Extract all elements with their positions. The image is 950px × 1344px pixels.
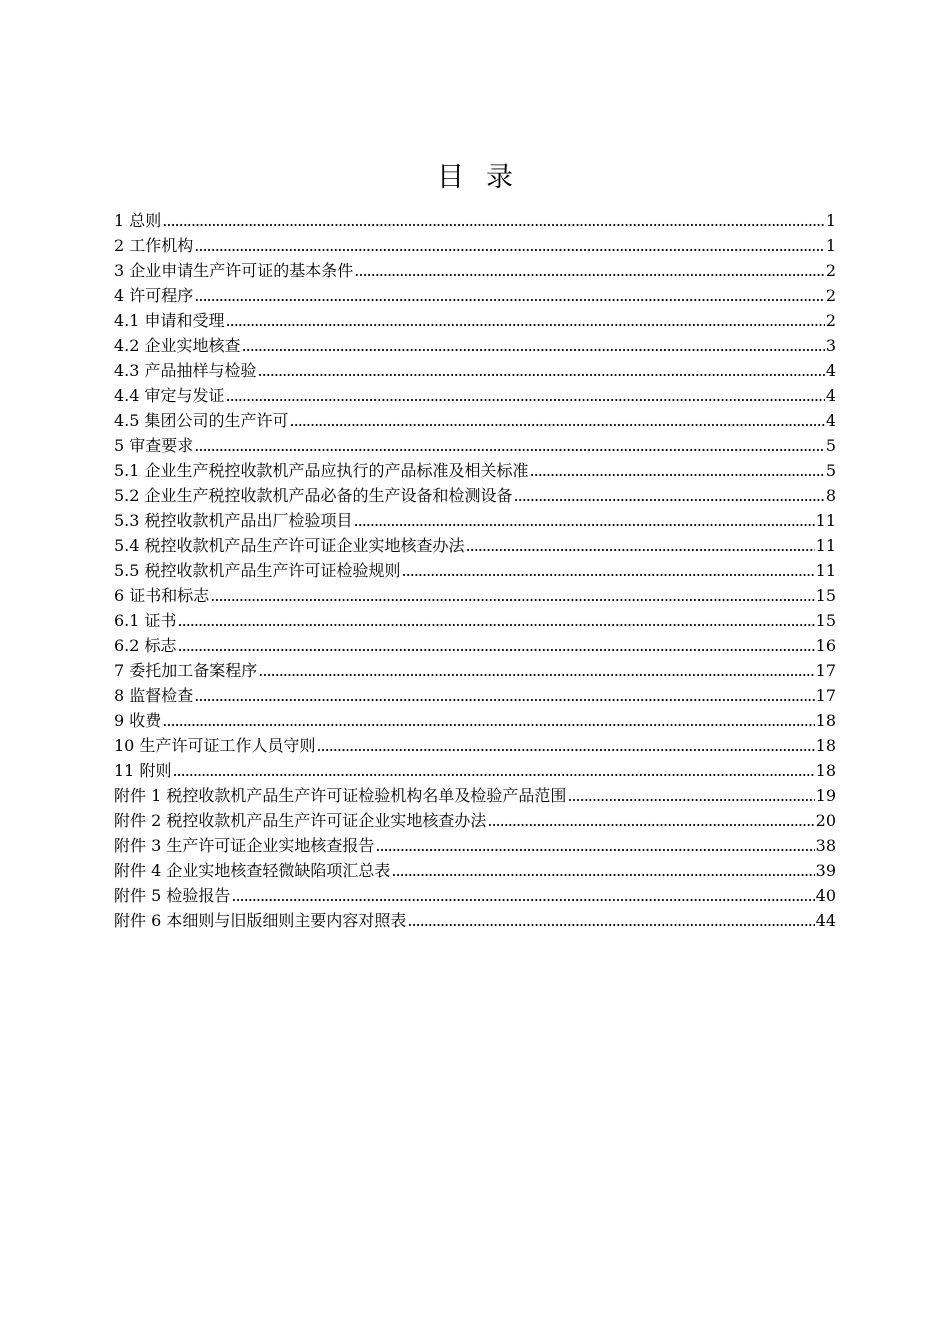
toc-entry-label: 5.1 企业生产税控收款机产品应执行的产品标准及相关标准: [114, 461, 529, 480]
toc-entry-label: 附件 3 生产许可证企业实地核查报告: [114, 836, 375, 855]
toc-entry-page-number: 4: [825, 361, 836, 380]
toc-entry-label: 4.3 产品抽样与检验: [114, 361, 257, 380]
toc-entry-label: 5.3 税控收款机产品出厂检验项目: [114, 511, 353, 530]
toc-entry-page-number: 17: [815, 661, 836, 680]
toc-leader-dots: [530, 458, 825, 483]
toc-leader-dots: [178, 608, 815, 633]
toc-entry[interactable]: [114, 808, 836, 833]
toc-leader-dots: [210, 583, 814, 608]
toc-entry-label: 附件 1 税控收款机产品生产许可证检验机构名单及检验产品范围: [114, 786, 567, 805]
toc-leader-dots: [178, 633, 815, 658]
toc-entry[interactable]: [114, 258, 836, 283]
toc-entry[interactable]: [114, 633, 836, 658]
toc-leader-dots: [226, 383, 825, 408]
toc-leader-dots: [194, 283, 825, 308]
toc-entry-label: 4.4 审定与发证: [114, 386, 225, 405]
toc-entry[interactable]: [114, 883, 836, 908]
toc-leader-dots: [242, 333, 825, 358]
toc-entry[interactable]: [114, 733, 836, 758]
toc-entry-label: 附件 4 企业实地核查轻微缺陷项汇总表: [114, 861, 391, 880]
toc-entry-page-number: 2: [825, 261, 836, 280]
toc-entry-page-number: 5: [825, 461, 836, 480]
toc-entry-page-number: 18: [815, 711, 836, 730]
toc-entry[interactable]: [114, 608, 836, 633]
toc-entry[interactable]: [114, 233, 836, 258]
toc-leader-dots: [391, 858, 814, 883]
toc-entry-page-number: 11: [815, 561, 836, 580]
toc-entry[interactable]: [114, 433, 836, 458]
toc-entry-label: 6 证书和标志: [114, 586, 210, 605]
toc-leader-dots: [514, 483, 825, 508]
toc-entry-page-number: 38: [815, 836, 836, 855]
toc-entry-page-number: 18: [815, 761, 836, 780]
toc-entry-page-number: 2: [825, 311, 836, 330]
toc-entry-page-number: 19: [815, 786, 836, 805]
table-of-contents: [114, 208, 836, 933]
toc-entry-label: 10 生产许可证工作人员守则: [114, 736, 316, 755]
toc-entry[interactable]: [114, 583, 836, 608]
toc-entry-label: 3 企业申请生产许可证的基本条件: [114, 261, 354, 280]
toc-leader-dots: [194, 433, 825, 458]
toc-entry-label: 9 收费: [114, 711, 162, 730]
toc-entry[interactable]: [114, 708, 836, 733]
toc-entry-page-number: 20: [815, 811, 836, 830]
toc-entry[interactable]: [114, 308, 836, 333]
toc-entry[interactable]: [114, 208, 836, 233]
toc-leader-dots: [354, 258, 825, 283]
toc-entry-page-number: 4: [825, 411, 836, 430]
toc-entry-label: 5.5 税控收款机产品生产许可证检验规则: [114, 561, 401, 580]
toc-entry-page-number: 18: [815, 736, 836, 755]
toc-entry[interactable]: [114, 283, 836, 308]
toc-leader-dots: [194, 233, 825, 258]
toc-entry[interactable]: [114, 783, 836, 808]
toc-entry-label: 4.1 申请和受理: [114, 311, 225, 330]
toc-leader-dots: [290, 408, 825, 433]
toc-entry-label: 附件 6 本细则与旧版细则主要内容对照表: [114, 911, 407, 930]
toc-entry-label: 7 委托加工备案程序: [114, 661, 258, 680]
toc-entry-page-number: 8: [825, 486, 836, 505]
toc-entry-label: 2 工作机构: [114, 236, 194, 255]
toc-entry-page-number: 17: [815, 686, 836, 705]
toc-entry-label: 5.4 税控收款机产品生产许可证企业实地核查办法: [114, 536, 465, 555]
toc-entry-page-number: 40: [815, 886, 836, 905]
toc-entry-label: 5 审查要求: [114, 436, 194, 455]
toc-entry-label: 6.1 证书: [114, 611, 177, 630]
toc-entry[interactable]: [114, 683, 836, 708]
toc-entry-page-number: 1: [825, 211, 836, 230]
toc-leader-dots: [231, 883, 814, 908]
toc-entry-page-number: 2: [825, 286, 836, 305]
toc-leader-dots: [487, 808, 814, 833]
toc-entry-page-number: 1: [825, 236, 836, 255]
toc-title: [0, 158, 950, 198]
toc-leader-dots: [407, 908, 814, 933]
toc-entry[interactable]: [114, 908, 836, 933]
toc-entry-label: 8 监督检查: [114, 686, 194, 705]
toc-leader-dots: [194, 683, 814, 708]
toc-entry[interactable]: [114, 558, 836, 583]
toc-entry-page-number: 3: [825, 336, 836, 355]
toc-leader-dots: [316, 733, 814, 758]
toc-entry-label: 附件 2 税控收款机产品生产许可证企业实地核查办法: [114, 811, 487, 830]
toc-entry[interactable]: [114, 833, 836, 858]
toc-leader-dots: [172, 758, 814, 783]
toc-title-char-1: 目: [437, 162, 464, 193]
toc-title-char-2: 录: [486, 162, 513, 193]
toc-entry[interactable]: [114, 458, 836, 483]
toc-entry[interactable]: [114, 533, 836, 558]
toc-leader-dots: [162, 708, 814, 733]
toc-entry[interactable]: [114, 858, 836, 883]
toc-entry[interactable]: [114, 383, 836, 408]
toc-entry-page-number: 39: [815, 861, 836, 880]
toc-leader-dots: [258, 658, 814, 683]
toc-entry-page-number: 5: [825, 436, 836, 455]
toc-entry[interactable]: [114, 758, 836, 783]
toc-entry-page-number: 4: [825, 386, 836, 405]
toc-entry-label: 附件 5 检验报告: [114, 886, 231, 905]
toc-leader-dots: [226, 308, 825, 333]
toc-entry-label: 4.5 集团公司的生产许可: [114, 411, 289, 430]
toc-entry[interactable]: [114, 483, 836, 508]
toc-entry-page-number: 16: [815, 636, 836, 655]
toc-entry-page-number: 11: [815, 511, 836, 530]
toc-entry-page-number: 15: [815, 611, 836, 630]
toc-leader-dots: [466, 533, 815, 558]
toc-entry[interactable]: [114, 358, 836, 383]
toc-entry[interactable]: [114, 333, 836, 358]
toc-entry-label: 6.2 标志: [114, 636, 177, 655]
toc-entry-page-number: 15: [815, 586, 836, 605]
toc-leader-dots: [162, 208, 825, 233]
toc-entry-label: 5.2 企业生产税控收款机产品必备的生产设备和检测设备: [114, 486, 513, 505]
toc-entry-page-number: 11: [815, 536, 836, 555]
toc-entry-label: 4 许可程序: [114, 286, 194, 305]
toc-leader-dots: [258, 358, 825, 383]
toc-entry[interactable]: [114, 408, 836, 433]
toc-leader-dots: [375, 833, 814, 858]
toc-entry-label: 11 附则: [114, 761, 172, 780]
toc-leader-dots: [354, 508, 815, 533]
toc-entry[interactable]: [114, 508, 836, 533]
toc-entry[interactable]: [114, 658, 836, 683]
toc-entry-label: 4.2 企业实地核查: [114, 336, 241, 355]
toc-entry-label: 1 总则: [114, 211, 162, 230]
toc-entry-page-number: 44: [815, 911, 836, 930]
toc-leader-dots: [402, 558, 815, 583]
toc-leader-dots: [567, 783, 814, 808]
